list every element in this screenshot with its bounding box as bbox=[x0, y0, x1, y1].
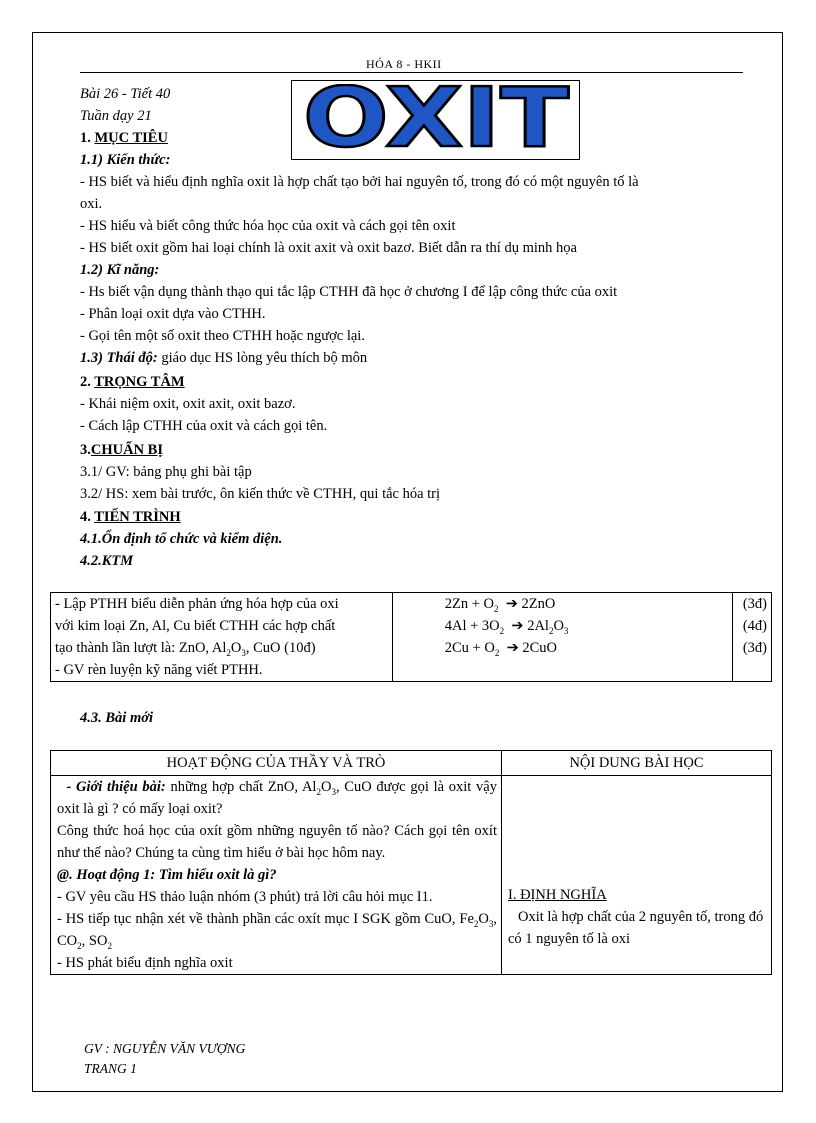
focus-item: - Cách lập CTHH của oxit và cách gọi tên. bbox=[80, 418, 328, 434]
attitude-text: giáo dục HS lòng yêu thích bộ môn bbox=[157, 350, 368, 366]
activity1-gv: - GV yêu cầu HS thảo luận nhóm (3 phút) trả lời câu hỏi mục I1. bbox=[57, 889, 433, 905]
skills-title: 1.2) Kĩ năng: bbox=[80, 262, 160, 278]
process-step-2: 4.2.KTM bbox=[80, 553, 134, 569]
knowledge-line: oxi. bbox=[80, 196, 103, 212]
knowledge-line: - HS biết oxit gồm hai loại chính là oxit axit và oxit bazơ. Biết dẫn ra thí dụ minh họa bbox=[80, 240, 577, 256]
ktm-score-cell bbox=[732, 593, 771, 682]
content-title: I. ĐỊNH NGHĨA bbox=[508, 887, 607, 903]
ktm-table bbox=[50, 592, 772, 682]
process-title-text: TIẾN TRÌNH bbox=[94, 509, 181, 525]
arrow-icon: ➔ bbox=[505, 596, 518, 612]
ktm-question-line: tạo thành lần lượt là: ZnO, $Al_2O_3$, CuO (10đ) bbox=[55, 640, 316, 658]
attitude-title: 1.3) Thái độ: bbox=[80, 350, 158, 366]
focus-item: - Khái niệm oxit, oxit axit, oxit bazơ. bbox=[80, 396, 296, 412]
focus-title-text: TRỌNG TÂM bbox=[94, 374, 185, 390]
equation-row: $2Cu + O_2$ ➔ 2CuO bbox=[444, 640, 558, 658]
header-title: HÓA 8 - HKII bbox=[366, 57, 442, 71]
ktm-question-line: - GV rèn luyện kỹ năng viết PTHH. bbox=[55, 662, 263, 678]
section-prep-title: 3.CHUẨN BỊ bbox=[80, 442, 163, 458]
col-content-header: NỘI DUNG BÀI HỌC bbox=[502, 751, 772, 776]
lesson-number: Bài 26 - Tiết 40 bbox=[80, 86, 171, 102]
section-objectives-title: 1. MỤC TIÊU bbox=[80, 130, 168, 146]
ktm-question-line: với kim loại Zn, Al, Cu biết CTHH các hợp chất bbox=[55, 618, 336, 634]
objectives-title-text: MỤC TIÊU bbox=[94, 130, 168, 146]
oxit-title-logo bbox=[296, 84, 576, 154]
activity-cell bbox=[51, 776, 502, 975]
prep-item: 3.2/ HS: xem bài trước, ôn kiến thức về CTHH, qui tắc hóa trị bbox=[80, 486, 441, 502]
activity1-hs-end: - HS phát biểu định nghĩa oxit bbox=[57, 955, 233, 971]
skills-line: - Gọi tên một số oxit theo CTHH hoặc ngược lại. bbox=[80, 328, 365, 344]
lesson-table bbox=[50, 750, 772, 975]
footer-page: TRANG 1 bbox=[84, 1061, 137, 1076]
ktm-question-line: - Lập PTHH biểu diễn phản ứng hóa hợp của oxi bbox=[55, 596, 339, 612]
prep-title-text: CHUẨN BỊ bbox=[90, 442, 163, 458]
logo-text: OXIT bbox=[303, 84, 570, 154]
skills-line: - Phân loại oxit dựa vào CTHH. bbox=[80, 306, 266, 322]
ktm-equation-cell bbox=[392, 593, 732, 682]
score: (3đ) bbox=[742, 596, 767, 612]
section-process-title: 4. TIẾN TRÌNH bbox=[80, 509, 181, 525]
arrow-icon: ➔ bbox=[511, 618, 524, 634]
equation-row: $2Zn + O_2$ ➔ 2ZnO bbox=[444, 596, 556, 614]
knowledge-line: - HS hiểu và biết công thức hóa học của oxit và cách gọi tên oxit bbox=[80, 218, 456, 234]
lesson-week: Tuần dạy 21 bbox=[80, 108, 152, 124]
score: (4đ) bbox=[742, 618, 767, 634]
ktm-question-cell bbox=[51, 593, 393, 682]
content-cell bbox=[502, 776, 772, 975]
intro-paragraph: - Giới thiệu bài: những hợp chất ZnO, $Al_2O_3$, CuO được gọi là oxit vậy oxit là gì ? có mấy loại oxit? bbox=[57, 779, 497, 817]
content-text: Oxit là hợp chất của 2 nguyên tố, trong đó có 1 nguyên tố là oxi bbox=[508, 909, 764, 947]
footer-teacher: GV : NGUYỄN VĂN VƯỢNG bbox=[84, 1041, 246, 1056]
score: (3đ) bbox=[742, 640, 767, 656]
header-divider bbox=[80, 72, 743, 73]
question-paragraph: Công thức hoá học của oxít gồm những nguyên tố nào? Cách gọi tên oxít như thế nào? Chúng ta cùng tìm hiểu ở bài học hôm nay. bbox=[57, 823, 497, 861]
process-step-3: 4.3. Bài mới bbox=[80, 710, 154, 726]
arrow-icon: ➔ bbox=[506, 640, 519, 656]
skills-line: - Hs biết vận dụng thành thạo qui tắc lập CTHH đã học ở chương I để lập công thức của oxit bbox=[80, 284, 618, 300]
knowledge-line: - HS biết và hiểu định nghĩa oxit là hợp chất tạo bởi hai nguyên tố, trong đó có một nguyên tố là bbox=[80, 174, 639, 190]
process-step-1: 4.1.Ổn định tổ chức và kiểm diện. bbox=[80, 531, 283, 547]
equation-row: $4Al + 3O_2$ ➔ $2Al_2O_3$ bbox=[444, 618, 569, 636]
col-activity-header: HOẠT ĐỘNG CỦA THẦY VÀ TRÒ bbox=[51, 751, 502, 776]
activity1-hs: - HS tiếp tục nhận xét về thành phần các oxít mục I SGK gồm CuO, $Fe_2O_3$, $CO_2$, $SO_2$ bbox=[57, 911, 497, 951]
attitude-line bbox=[80, 348, 367, 368]
section-focus-title: 2. TRỌNG TÂM bbox=[80, 374, 185, 390]
knowledge-title: 1.1) Kiến thức: bbox=[80, 152, 171, 168]
activity1-title: @. Hoạt động 1: Tìm hiểu oxit là gì? bbox=[57, 867, 277, 883]
prep-item: 3.1/ GV: bảng phụ ghi bài tập bbox=[80, 464, 252, 480]
